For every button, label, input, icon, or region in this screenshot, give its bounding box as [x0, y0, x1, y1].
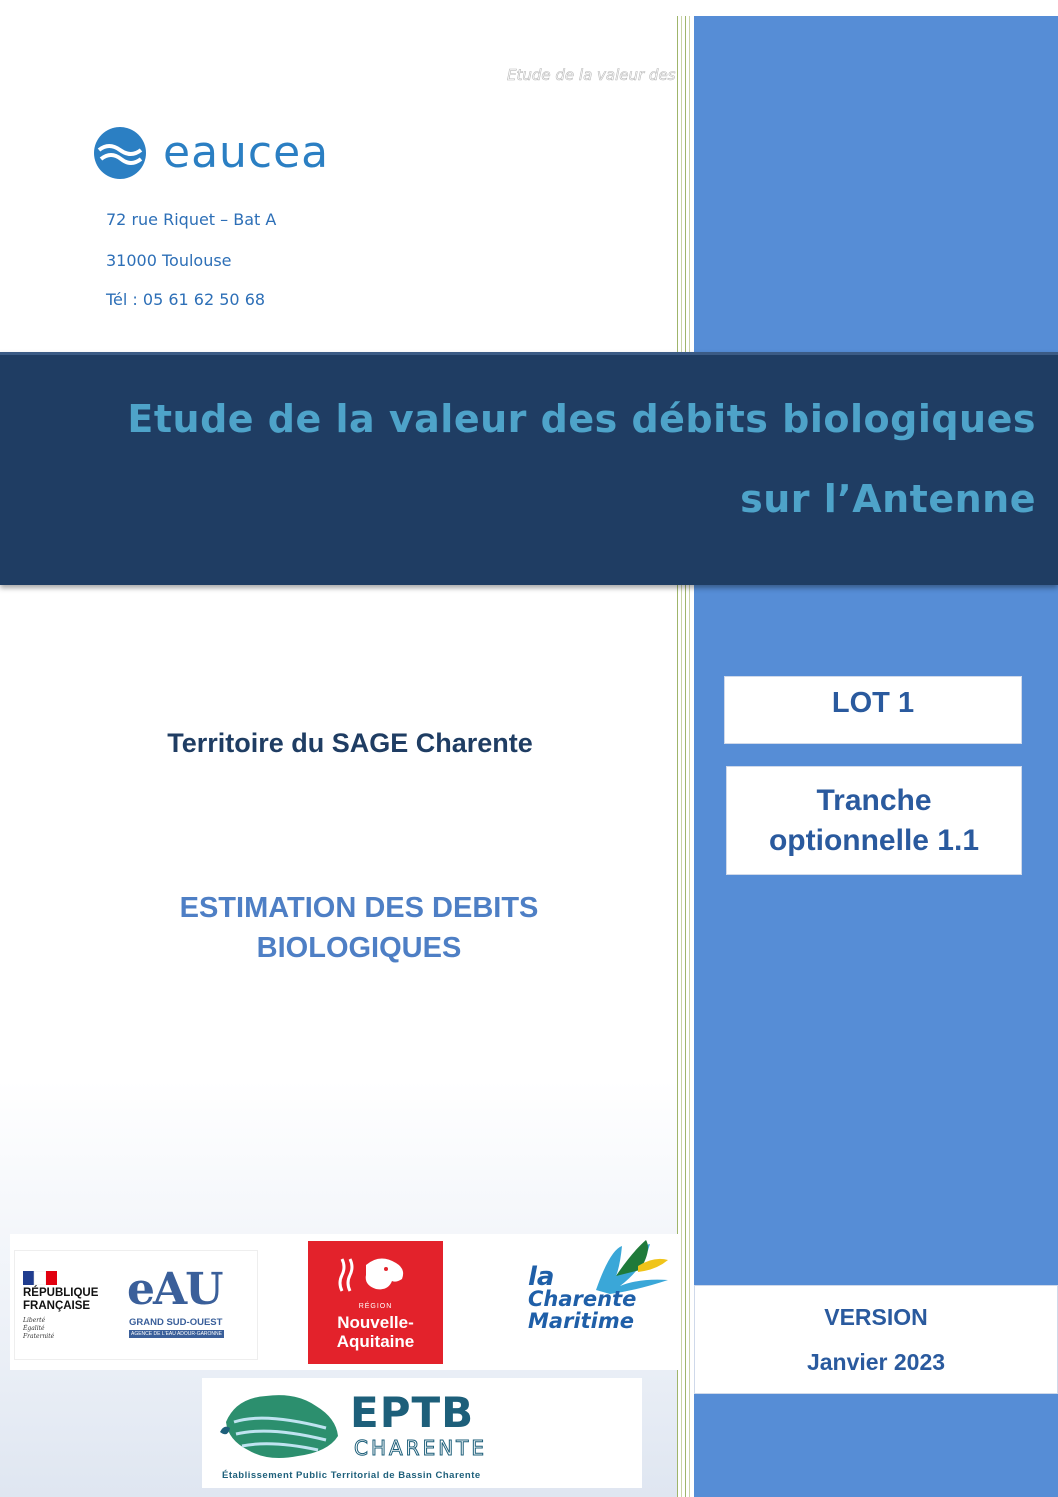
agence-line-2: AGENCE DE L'EAU ADOUR-GARONNE [131, 1331, 222, 1337]
eptb-sub: CHARENTE [354, 1436, 488, 1460]
estimation-line-1: ESTIMATION DES DEBITS [179, 892, 539, 924]
tranche-line-1: Tranche [816, 783, 932, 817]
cm-line-1: la [528, 1262, 555, 1292]
eptb-name: EPTB [350, 1388, 475, 1437]
estimation-line-2: BIOLOGIQUES [256, 932, 462, 964]
agence-line-1: GRAND SUD-OUEST [129, 1317, 223, 1328]
running-header: Etude de la valeur des [507, 66, 676, 84]
tranche-box [726, 766, 1022, 875]
republique-agence-logo [14, 1250, 258, 1360]
address-phone: Tél : 05 61 62 50 68 [106, 290, 266, 309]
motto-3: Fraternité [23, 1333, 55, 1340]
eptb-caption: Établissement Public Territorial de Bassin Charente [222, 1470, 481, 1481]
eaucea-logo [93, 126, 329, 180]
territory-subtitle: Territoire du SAGE Charente [167, 728, 533, 758]
version-date: Janvier 2023 [806, 1348, 946, 1375]
eaucea-wave-logo-icon [93, 126, 147, 180]
eptb-charente-logo [202, 1378, 642, 1488]
region-nouvelle-aquitaine-logo [308, 1241, 443, 1364]
divider-line [681, 16, 682, 1497]
region-lion-icon [336, 1255, 416, 1299]
motto-2: Égalité [23, 1325, 45, 1332]
estimation-heading [130, 888, 588, 968]
blue-side-column [694, 16, 1058, 1497]
address-city: 31000 Toulouse [106, 251, 232, 270]
divider-line [685, 16, 686, 1497]
address-street: 72 rue Riquet – Bat A [106, 210, 277, 229]
region-line-2: Aquitaine [336, 1332, 415, 1351]
logo-wordmark: eaucea [163, 127, 330, 178]
tranche-line-2: optionnelle 1.1 [768, 823, 980, 857]
region-line-1: Nouvelle- [337, 1313, 414, 1332]
charente-maritime-logo [520, 1236, 676, 1348]
divider-line [689, 16, 690, 1497]
french-flag-icon [23, 1271, 57, 1285]
republique-line-2: FRANÇAISE [23, 1300, 91, 1312]
lot-label: LOT 1 [831, 687, 915, 719]
version-box [694, 1285, 1058, 1394]
agence-eau-wordmark: eAU [127, 1264, 222, 1315]
motto-1: Liberté [23, 1317, 46, 1324]
charente-basin-map-icon [220, 1392, 344, 1466]
republique-line-1: RÉPUBLIQUE [23, 1287, 99, 1299]
region-small-label: RÉGION [358, 1303, 393, 1310]
title-band [0, 352, 1058, 585]
cm-line-2: Charente [528, 1287, 637, 1311]
cm-line-3: Maritime [528, 1309, 634, 1333]
version-label: VERSION [824, 1303, 928, 1330]
title-line-2: sur l’Antenne [740, 477, 1036, 521]
lot-box [724, 676, 1022, 744]
title-line-1: Etude de la valeur des débits biologiques [127, 397, 1036, 441]
